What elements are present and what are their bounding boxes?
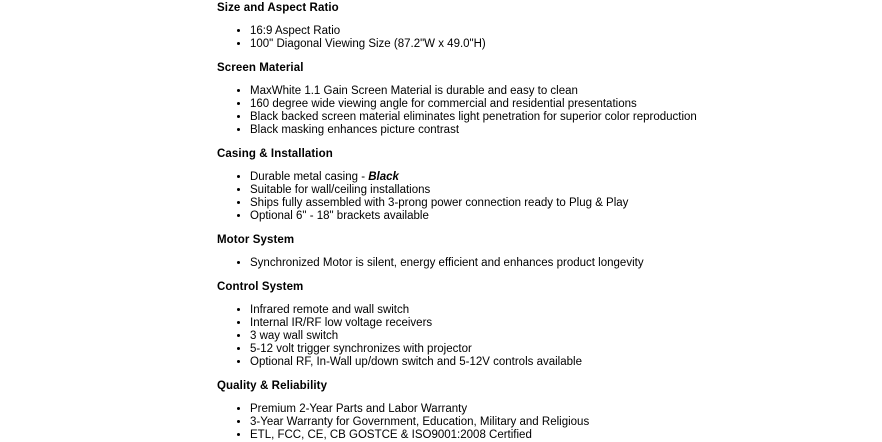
feature-text: 100" Diagonal Viewing Size (87.2"W x 49.0"H) — [250, 38, 486, 50]
feature-item — [250, 317, 700, 330]
feature-list — [217, 257, 700, 270]
feature-text: Suitable for wall/ceiling installations — [250, 184, 431, 196]
feature-text: Durable metal casing - — [250, 171, 369, 183]
feature-text: Black masking enhances picture contrast — [250, 124, 460, 136]
feature-text: Premium 2-Year Parts and Labor Warranty — [250, 403, 468, 415]
feature-text: 3 way wall switch — [250, 330, 339, 342]
emphasized-text: Black — [368, 171, 399, 183]
feature-section — [217, 148, 700, 223]
section-heading: Motor System — [217, 234, 295, 246]
feature-list — [217, 304, 700, 369]
feature-item — [250, 403, 700, 416]
feature-text: Optional 6" - 18" brackets available — [250, 210, 429, 222]
feature-item — [250, 257, 700, 270]
section-heading: Control System — [217, 281, 304, 293]
feature-text: Internal IR/RF low voltage receivers — [250, 317, 433, 329]
feature-section — [217, 62, 700, 137]
feature-item — [250, 25, 700, 38]
feature-text: Optional RF, In-Wall up/down switch and 5-12V controls available — [250, 356, 582, 368]
feature-text: Infrared remote and wall switch — [250, 304, 410, 316]
feature-item — [250, 124, 700, 137]
feature-item — [250, 197, 700, 210]
feature-item — [250, 330, 700, 343]
section-heading: Size and Aspect Ratio — [217, 2, 339, 14]
feature-item — [250, 356, 700, 369]
section-heading: Casing & Installation — [217, 148, 333, 160]
feature-item — [250, 184, 700, 197]
feature-section — [217, 380, 700, 442]
feature-list — [217, 171, 700, 223]
feature-item — [250, 416, 700, 429]
feature-text: Black backed screen material eliminates light penetration for superior color reproduction — [250, 111, 697, 123]
feature-text: 3-Year Warranty for Government, Education, Military and Religious — [250, 416, 590, 428]
feature-text: MaxWhite 1.1 Gain Screen Material is durable and easy to clean — [250, 85, 578, 97]
feature-text: 5-12 volt trigger synchronizes with projector — [250, 343, 472, 355]
feature-list — [217, 85, 700, 137]
feature-item — [250, 111, 700, 124]
feature-item — [250, 38, 700, 51]
feature-item — [250, 210, 700, 223]
feature-item — [250, 429, 700, 442]
feature-section — [217, 281, 700, 369]
feature-text: 16:9 Aspect Ratio — [250, 25, 341, 37]
section-heading: Screen Material — [217, 62, 304, 74]
feature-list — [217, 403, 700, 442]
feature-item — [250, 304, 700, 317]
feature-item — [250, 98, 700, 111]
feature-section — [217, 234, 700, 270]
feature-text: Ships fully assembled with 3-prong power connection ready to Plug & Play — [250, 197, 629, 209]
section-heading: Quality & Reliability — [217, 380, 328, 392]
feature-text: ETL, FCC, CE, CB GOSTCE & ISO9001:2008 Certified — [250, 429, 532, 441]
feature-text: Synchronized Motor is silent, energy efficient and enhances product longevity — [250, 257, 644, 269]
feature-text: 160 degree wide viewing angle for commercial and residential presentations — [250, 98, 637, 110]
feature-section — [217, 2, 700, 51]
feature-item — [250, 85, 700, 98]
feature-item — [250, 171, 700, 184]
feature-item — [250, 343, 700, 356]
feature-sections — [217, 2, 700, 442]
feature-list — [217, 25, 700, 51]
